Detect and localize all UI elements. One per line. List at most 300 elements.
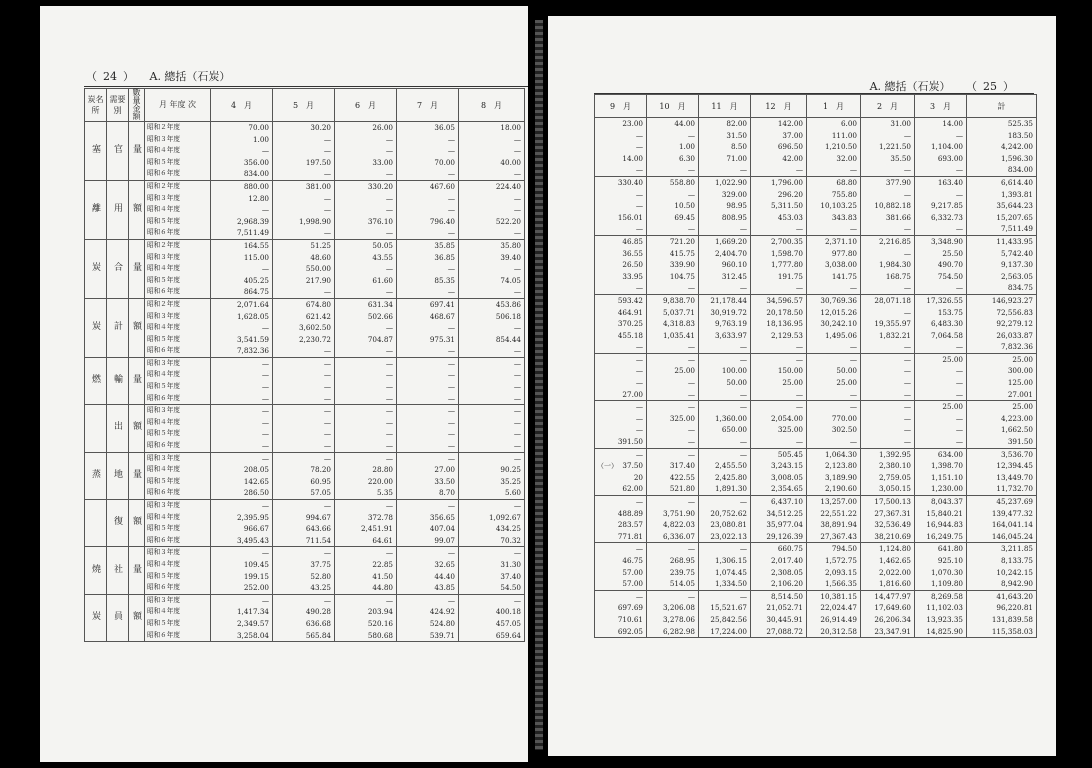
table-row xyxy=(85,357,525,404)
value: — xyxy=(261,453,269,463)
table-row xyxy=(85,122,525,181)
row-category xyxy=(85,357,107,404)
value: — xyxy=(903,437,911,447)
value: — xyxy=(635,142,643,152)
row-category xyxy=(107,298,129,357)
fiscal-year-label: 昭和５年度 xyxy=(147,524,180,533)
year-cell xyxy=(145,547,211,594)
value: — xyxy=(513,134,521,144)
value: 37.00 xyxy=(782,130,803,140)
value: 33.95 xyxy=(622,271,643,281)
value: 27,367.31 xyxy=(874,508,911,518)
value: 834.00 xyxy=(1007,165,1033,175)
value: — xyxy=(323,382,331,392)
value-cell xyxy=(751,353,807,400)
value: — xyxy=(903,130,911,140)
value: 25,842.56 xyxy=(710,614,747,624)
value: 125.00 xyxy=(1007,378,1033,388)
value: 1,221.50 xyxy=(878,142,911,152)
value: 3,258.04 xyxy=(236,630,269,640)
value: 381.00 xyxy=(305,181,331,191)
month-head: 9 月 xyxy=(595,95,647,118)
value: — xyxy=(739,402,747,412)
category-label: 社 xyxy=(112,563,122,578)
value: 2,759.05 xyxy=(878,472,911,482)
value: — xyxy=(635,201,643,211)
category-label: 額 xyxy=(131,516,141,531)
value: 208.05 xyxy=(243,465,269,475)
value-cell xyxy=(273,405,335,452)
value-cell xyxy=(397,405,459,452)
value: — xyxy=(261,382,269,392)
value-cell xyxy=(861,118,915,177)
year-cell xyxy=(145,122,211,181)
total-cell xyxy=(967,235,1037,294)
value-cell xyxy=(699,590,751,637)
value: 44.80 xyxy=(372,583,393,593)
value: 7,832.36 xyxy=(1000,342,1033,352)
value-cell xyxy=(459,298,525,357)
category-label: 地 xyxy=(112,468,122,483)
value-cell xyxy=(647,496,699,543)
value: — xyxy=(261,441,269,451)
value: 9,838.70 xyxy=(662,295,695,305)
value: 1,070.30 xyxy=(930,567,963,577)
value: 82.00 xyxy=(726,119,747,128)
value-cell xyxy=(211,180,273,239)
value: 6,437.10 xyxy=(770,497,803,506)
value: 356.00 xyxy=(243,157,269,167)
value: 488.89 xyxy=(617,508,643,518)
fiscal-year-label: 昭和６年度 xyxy=(147,488,180,497)
value-cell xyxy=(699,176,751,235)
value: 17,224.00 xyxy=(710,626,747,636)
value: 9,217.85 xyxy=(930,201,963,211)
value: — xyxy=(849,342,857,352)
value: 754.50 xyxy=(937,271,963,281)
value-cell xyxy=(459,239,525,298)
value: 27.00 xyxy=(622,389,643,399)
value: — xyxy=(795,342,803,352)
value: 490.70 xyxy=(937,260,963,270)
value: 1,334.50 xyxy=(714,579,747,589)
value: 455.18 xyxy=(617,330,643,340)
value: 550.00 xyxy=(305,264,331,274)
value: 794.50 xyxy=(831,544,857,554)
value: — xyxy=(513,429,521,439)
value: — xyxy=(903,248,911,258)
value: 1,360.00 xyxy=(714,413,747,423)
value: 697.69 xyxy=(617,603,643,613)
value: — xyxy=(635,402,643,412)
value: — xyxy=(323,595,331,605)
value: — xyxy=(323,205,331,215)
value-cell xyxy=(807,448,861,495)
value: 2,563.05 xyxy=(1000,271,1033,281)
value: — xyxy=(447,323,455,333)
value: 99.07 xyxy=(434,535,455,545)
value: 1,210.50 xyxy=(824,142,857,152)
value-cell xyxy=(595,448,647,495)
value: 37.40 xyxy=(500,571,521,581)
year-cell xyxy=(145,500,211,547)
value: 8,043.37 xyxy=(930,497,963,506)
fiscal-year-label: 昭和６年度 xyxy=(147,287,180,296)
fiscal-year-label: 昭和５年度 xyxy=(147,157,180,166)
value-cell xyxy=(647,448,699,495)
value: 5,311.50 xyxy=(770,201,803,211)
category-label: 出 xyxy=(112,421,122,436)
value: — xyxy=(687,165,695,175)
value: 521.80 xyxy=(669,484,695,494)
value: 52.80 xyxy=(310,571,331,581)
value: 522.20 xyxy=(495,216,521,226)
value: 3,189.90 xyxy=(824,472,857,482)
value: 23.00 xyxy=(622,119,643,128)
value: 370.25 xyxy=(617,319,643,329)
value: 9,137.30 xyxy=(1000,260,1033,270)
value: — xyxy=(261,548,269,558)
value: 26,914.49 xyxy=(820,614,857,624)
value: — xyxy=(513,382,521,392)
value: 796.40 xyxy=(429,216,455,226)
value: — xyxy=(447,228,455,238)
month-head: 7 月 xyxy=(397,89,459,122)
value-cell xyxy=(861,401,915,448)
value: 1,035.41 xyxy=(662,330,695,340)
value: 70.32 xyxy=(500,535,521,545)
value: — xyxy=(635,224,643,234)
value: 191.75 xyxy=(777,271,803,281)
row-category xyxy=(107,452,129,499)
value: 35.85 xyxy=(434,240,455,250)
category-label: 額 xyxy=(131,202,141,217)
value: 514.05 xyxy=(669,579,695,589)
value: — xyxy=(261,358,269,368)
value-cell xyxy=(273,122,335,181)
value: 199.15 xyxy=(243,571,269,581)
value: 15,521.67 xyxy=(710,603,747,613)
month-head: 12 月 xyxy=(751,95,807,118)
value: — xyxy=(687,437,695,447)
value: — xyxy=(849,389,857,399)
value-cell xyxy=(807,176,861,235)
row-category xyxy=(85,452,107,499)
value: 12,394.45 xyxy=(996,461,1033,471)
value: — xyxy=(261,417,269,427)
value: — xyxy=(323,287,331,297)
value: 268.95 xyxy=(669,555,695,565)
value: 8.70 xyxy=(438,488,455,498)
value: — xyxy=(687,224,695,234)
value-cell xyxy=(273,180,335,239)
value-cell xyxy=(335,239,397,298)
value: 6,614.40 xyxy=(1000,177,1033,187)
value: 2,093.15 xyxy=(824,567,857,577)
value: — xyxy=(323,146,331,156)
value-cell xyxy=(211,239,273,298)
value: — xyxy=(739,389,747,399)
value: 51.25 xyxy=(310,240,331,250)
value-cell xyxy=(915,235,967,294)
value: 1,572.75 xyxy=(824,555,857,565)
month-head: 2 月 xyxy=(861,95,915,118)
category-label: 額 xyxy=(131,320,141,335)
value: 771.81 xyxy=(617,531,643,541)
value: — xyxy=(635,165,643,175)
value: 19,355.97 xyxy=(874,319,911,329)
value: 2,455.50 xyxy=(714,461,747,471)
value-cell xyxy=(397,180,459,239)
value: 37.50 xyxy=(622,461,643,471)
value: — xyxy=(687,130,695,140)
value: 14.00 xyxy=(622,153,643,163)
value: 71.00 xyxy=(726,153,747,163)
value-cell xyxy=(807,496,861,543)
table-row xyxy=(595,235,1037,294)
value: 12,015.26 xyxy=(820,307,857,317)
value: — xyxy=(955,413,963,423)
value: — xyxy=(261,205,269,215)
value: 203.94 xyxy=(367,607,393,617)
value: — xyxy=(323,193,331,203)
total-head: 計 xyxy=(967,95,1037,118)
value: 36.85 xyxy=(434,252,455,262)
value: — xyxy=(447,595,455,605)
value: 434.25 xyxy=(495,524,521,534)
value-cell xyxy=(647,118,699,177)
value: 57.00 xyxy=(622,567,643,577)
value: 50.00 xyxy=(836,366,857,376)
right-page-number: 25 xyxy=(983,80,997,93)
value: 405.25 xyxy=(243,275,269,285)
value: 2,395.95 xyxy=(236,512,269,522)
value: 1,596.30 xyxy=(1000,153,1033,163)
value: 17,500.13 xyxy=(874,497,911,506)
value: — xyxy=(687,389,695,399)
value: 43.25 xyxy=(310,583,331,593)
value-cell xyxy=(273,239,335,298)
value: 15,207.65 xyxy=(996,212,1033,222)
value: 25.00 xyxy=(1012,402,1033,412)
value: 1,662.50 xyxy=(1000,425,1033,435)
value: — xyxy=(447,358,455,368)
value: — xyxy=(795,283,803,293)
value-cell xyxy=(861,448,915,495)
value: 975.31 xyxy=(429,334,455,344)
value: 977.80 xyxy=(831,248,857,258)
value-cell xyxy=(751,543,807,590)
row-category xyxy=(107,180,129,239)
value: 48.60 xyxy=(310,252,331,262)
value: — xyxy=(739,591,747,601)
value: 72,556.83 xyxy=(996,307,1033,317)
value: — xyxy=(635,544,643,554)
value: — xyxy=(903,378,911,388)
fiscal-year-label: 昭和２年度 xyxy=(147,240,180,249)
value: 524.80 xyxy=(429,618,455,628)
value: 20,752.62 xyxy=(710,508,747,518)
value: 593.42 xyxy=(617,295,643,305)
value: — xyxy=(323,134,331,144)
value-cell xyxy=(459,122,525,181)
value-cell xyxy=(699,496,751,543)
table-row xyxy=(85,500,525,547)
value: — xyxy=(635,497,643,506)
value: 26.50 xyxy=(622,260,643,270)
value-cell xyxy=(915,590,967,637)
category-label: 計 xyxy=(112,320,122,335)
fiscal-year-label: 昭和３年度 xyxy=(147,311,180,320)
value: 12.80 xyxy=(248,193,269,203)
value: 3,541.59 xyxy=(236,334,269,344)
value: 14.00 xyxy=(942,119,963,128)
value: — xyxy=(687,354,695,364)
value: — xyxy=(687,544,695,554)
value: 339.90 xyxy=(669,260,695,270)
table-row xyxy=(595,496,1037,543)
value: 43.85 xyxy=(434,583,455,593)
value: 115.00 xyxy=(243,252,269,262)
fiscal-year-label: 昭和４年度 xyxy=(147,370,180,379)
value: 57.05 xyxy=(310,488,331,498)
value: 505.45 xyxy=(777,449,803,459)
value-cell xyxy=(915,176,967,235)
value: 2,216.85 xyxy=(878,236,911,246)
value: 197.50 xyxy=(305,157,331,167)
value: 26,033.87 xyxy=(996,330,1033,340)
value: — xyxy=(955,425,963,435)
value: 146,045.24 xyxy=(991,531,1033,541)
value: 636.68 xyxy=(305,618,331,628)
value-cell xyxy=(751,590,807,637)
fiscal-year-label: 昭和４年度 xyxy=(147,264,180,273)
value: 15,840.21 xyxy=(926,508,963,518)
col-head-demand: 需要別 xyxy=(107,89,129,122)
value: 6,332.73 xyxy=(930,212,963,222)
value: 422.55 xyxy=(669,472,695,482)
value: — xyxy=(687,342,695,352)
value: 631.34 xyxy=(367,299,393,309)
row-category xyxy=(129,500,145,547)
value: — xyxy=(447,146,455,156)
value: — xyxy=(849,354,857,364)
value: 3,206.08 xyxy=(662,603,695,613)
value-cell xyxy=(397,357,459,404)
category-label: 員 xyxy=(112,610,122,625)
value: — xyxy=(385,169,393,179)
value: 39.40 xyxy=(500,252,521,262)
value-cell xyxy=(861,294,915,353)
value: — xyxy=(739,165,747,175)
category-label: 炭 xyxy=(90,261,100,276)
value: — xyxy=(447,264,455,274)
fiscal-year-label: 昭和６年度 xyxy=(147,393,180,402)
value-cell xyxy=(211,594,273,641)
value: 17,326.55 xyxy=(926,295,963,305)
value: — xyxy=(447,382,455,392)
value: 453.86 xyxy=(495,299,521,309)
value: 1.00 xyxy=(678,142,695,152)
fiscal-year-label: 昭和５年度 xyxy=(147,571,180,580)
value: 424.92 xyxy=(429,607,455,617)
fiscal-year-label: 昭和６年度 xyxy=(147,583,180,592)
value: 18.00 xyxy=(500,123,521,132)
value: 98.95 xyxy=(726,201,747,211)
value: — xyxy=(323,548,331,558)
value: 356.65 xyxy=(429,512,455,522)
value: — xyxy=(385,406,393,416)
value: 32.00 xyxy=(836,153,857,163)
year-cell xyxy=(145,357,211,404)
value: 23,022.13 xyxy=(710,531,747,541)
value: 35,977.04 xyxy=(766,520,803,530)
category-label: 額 xyxy=(131,610,141,625)
value: 391.50 xyxy=(617,437,643,447)
value: — xyxy=(635,425,643,435)
value: 111.00 xyxy=(831,130,857,140)
value: 141.75 xyxy=(831,271,857,281)
value: 1,306.15 xyxy=(714,555,747,565)
value: — xyxy=(261,264,269,274)
value-cell xyxy=(861,353,915,400)
total-cell xyxy=(967,401,1037,448)
value: 183.50 xyxy=(1007,130,1033,140)
value: 457.05 xyxy=(495,618,521,628)
value: 25.50 xyxy=(942,248,963,258)
value: 4,223.00 xyxy=(1000,413,1033,423)
value: — xyxy=(323,370,331,380)
value: 2,054.00 xyxy=(770,413,803,423)
value: — xyxy=(635,189,643,199)
value: 520.16 xyxy=(367,618,393,628)
value: — xyxy=(903,389,911,399)
value: — xyxy=(261,323,269,333)
value: 704.87 xyxy=(367,334,393,344)
value: 74.05 xyxy=(500,275,521,285)
value: — xyxy=(447,393,455,403)
value-cell xyxy=(915,401,967,448)
row-category xyxy=(85,239,107,298)
value: 78.20 xyxy=(310,465,331,475)
value: — xyxy=(447,453,455,463)
value: 864.75 xyxy=(243,287,269,297)
value: 30,919.72 xyxy=(710,307,747,317)
value: 20,178.50 xyxy=(766,307,803,317)
value-cell xyxy=(459,452,525,499)
value-cell xyxy=(807,401,861,448)
value-cell xyxy=(807,590,861,637)
value: 239.75 xyxy=(669,567,695,577)
value: — xyxy=(739,497,747,506)
value: — xyxy=(955,378,963,388)
fiscal-year-label: 昭和５年度 xyxy=(147,476,180,485)
fiscal-year-label: 昭和５年度 xyxy=(147,429,180,438)
value-cell xyxy=(335,298,397,357)
fiscal-year-label: 昭和６年度 xyxy=(147,346,180,355)
value: 2,371.10 xyxy=(824,236,857,246)
value-cell xyxy=(861,496,915,543)
value: 61.60 xyxy=(372,275,393,285)
row-category xyxy=(129,122,145,181)
value: 343.83 xyxy=(831,212,857,222)
value: 40.00 xyxy=(500,157,521,167)
value: — xyxy=(849,283,857,293)
value: — xyxy=(385,228,393,238)
category-label: 官 xyxy=(112,143,122,158)
value-cell xyxy=(273,298,335,357)
value: 1,462.65 xyxy=(878,555,911,565)
